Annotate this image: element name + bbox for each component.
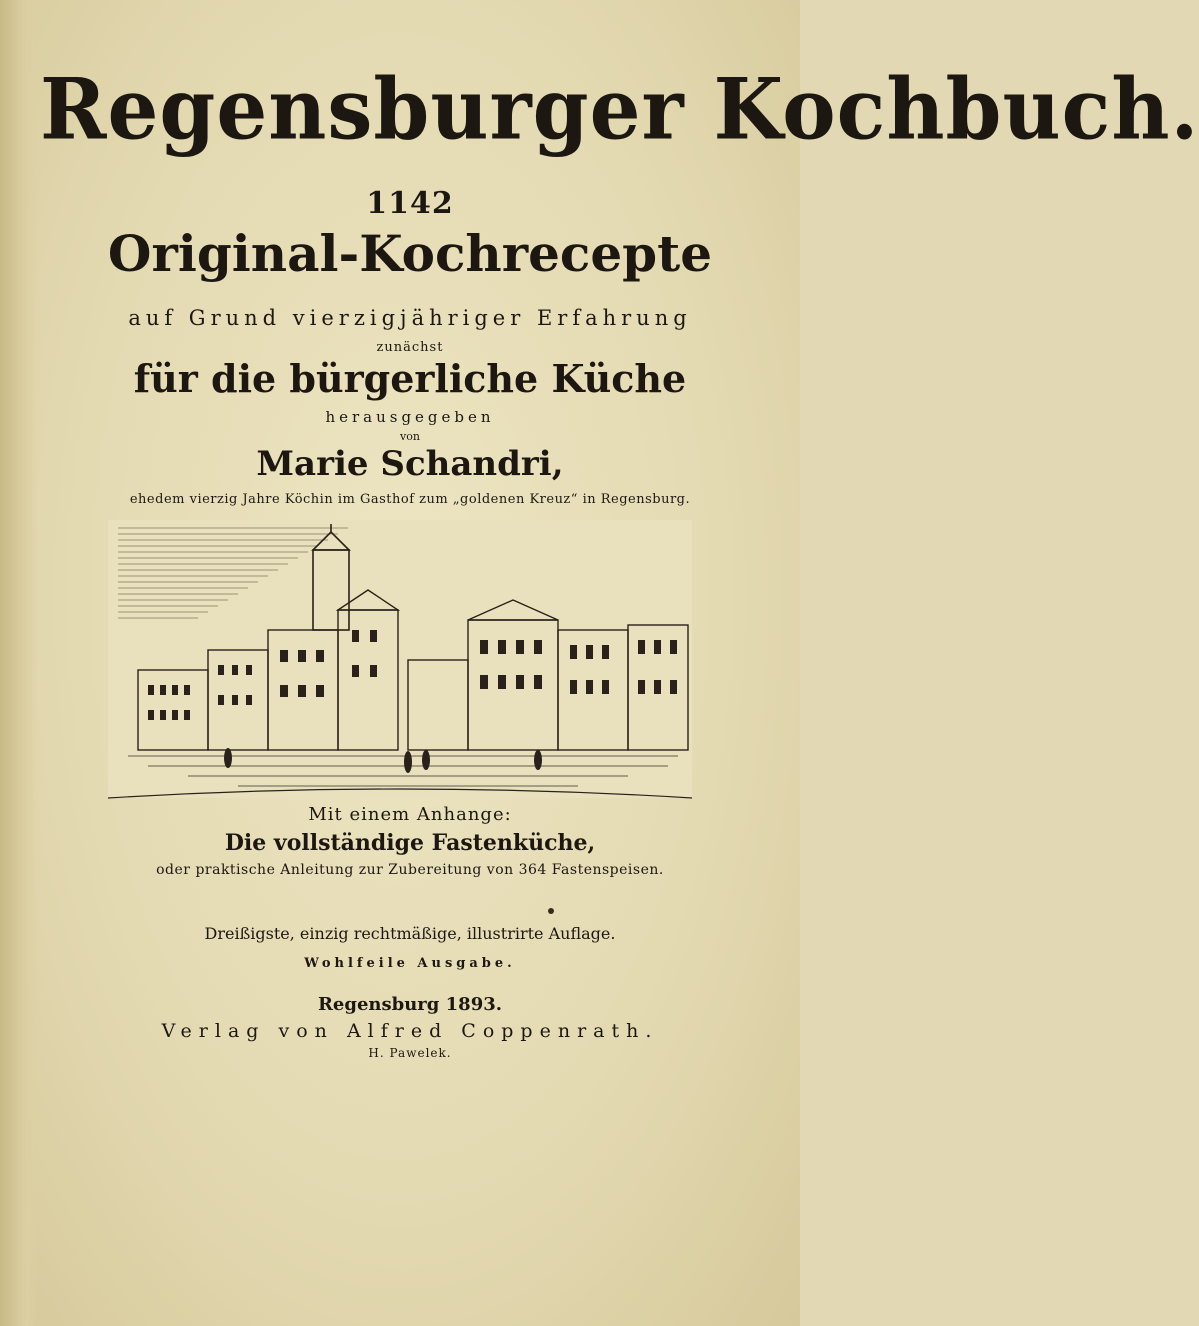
next-word: zunächst <box>376 340 444 355</box>
publisher-note: H. Pawelek. <box>368 1046 452 1060</box>
publisher: Verlag von Alfred Coppenrath. <box>161 1020 659 1042</box>
page-edge-shadow <box>0 0 38 1326</box>
edited-by: herausgegeben <box>325 408 495 426</box>
appendix-description: oder praktische Anleitung zur Zubereitung von 364 Fastenspeisen. <box>156 862 664 878</box>
edition-type: Wohlfeile Ausgabe. <box>304 956 516 971</box>
basis-line: auf Grund vierzigjähriger Erfahrung <box>128 306 692 330</box>
audience-line: für die bürgerliche Küche <box>133 356 687 401</box>
appendix-intro: Mit einem Anhange: <box>308 804 512 825</box>
appendix-title: Die vollständige Fastenküche, <box>224 830 596 856</box>
shelfmark: 1142 <box>366 186 454 221</box>
edition-line: Dreißigste, einzig rechtmäßige, illustrirte Auflage. <box>204 924 616 943</box>
author-note: ehedem vierzig Jahre Köchin im Gasthof zum „goldenen Kreuz“ in Regensburg. <box>129 492 691 507</box>
subtitle: Original-Kochrecepte <box>107 224 713 283</box>
von: von <box>400 430 420 443</box>
book-title: Regensburger Kochbuch. <box>40 59 1199 159</box>
place-year: Regensburg 1893. <box>317 994 503 1015</box>
cityscape-engraving-icon <box>108 520 692 798</box>
author-name: Marie Schandri, <box>256 444 564 484</box>
ornament-dot <box>548 908 554 914</box>
